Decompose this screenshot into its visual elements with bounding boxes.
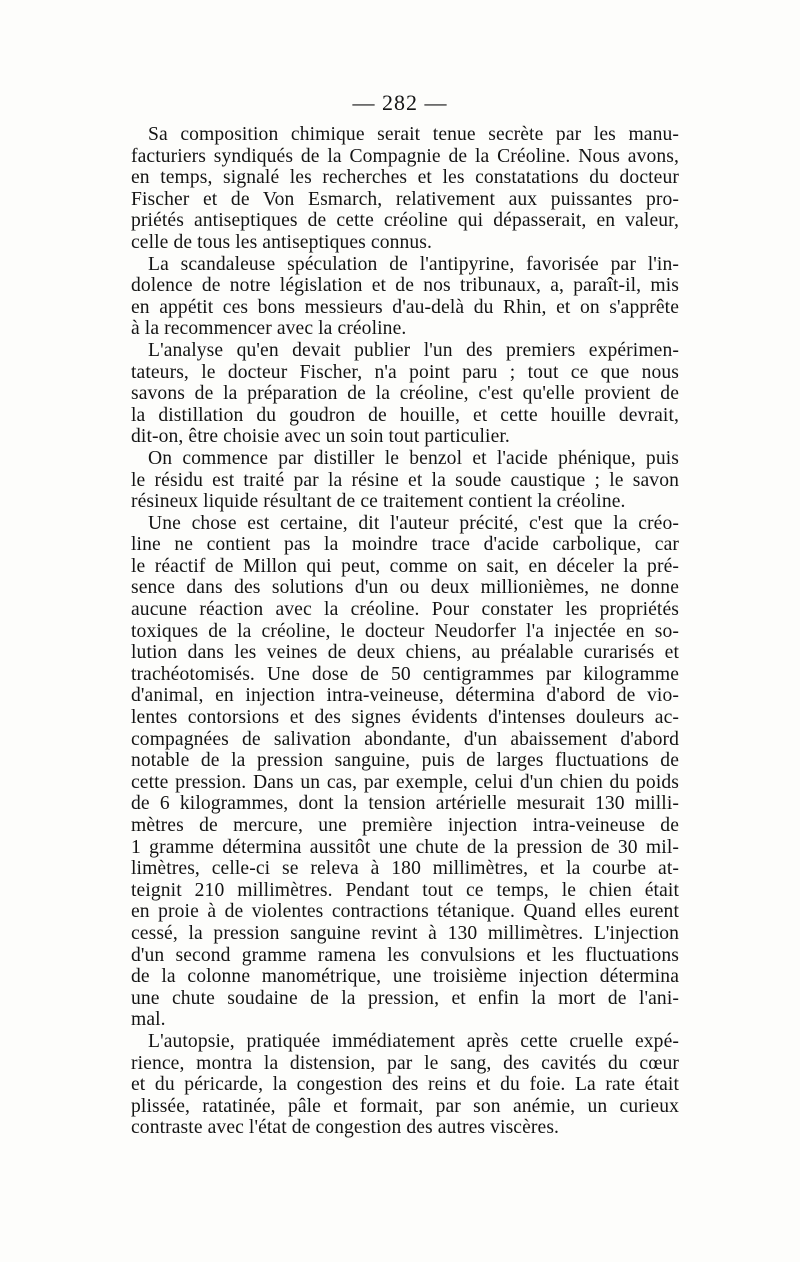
text-line: L'autopsie, pratiquée immédiatement après cette cruelle expé- — [148, 1030, 679, 1052]
text-line: line ne contient pas la moindre trace d'acide carbolique, car — [131, 534, 679, 556]
text-line: facturiers syndiqués de la Compagnie de la Créoline. Nous avons, — [131, 145, 679, 167]
text-line: On commence par distiller le benzol et l'acide phénique, puis — [148, 447, 679, 469]
text-line: compagnées de salivation abondante, d'un abaissement d'abord — [131, 728, 679, 750]
text-line: lution dans les veines de deux chiens, au préalable curarisés et — [131, 642, 679, 664]
text-line: dolence de notre législation et de nos tribunaux, a, paraît-il, mis — [131, 275, 679, 297]
text-line: plissée, ratatinée, pâle et formait, par son anémie, un curieux — [131, 1095, 679, 1117]
text-line: le réactif de Millon qui peut, comme on sait, en déceler la pré- — [131, 555, 679, 577]
text-line: 1 gramme détermina aussitôt une chute de la pression de 30 mil- — [131, 836, 679, 858]
text-line: le résidu est traité par la résine et la soude caustique ; le savon — [131, 469, 679, 491]
text-line: L'analyse qu'en devait publier l'un des premiers expérimen- — [148, 339, 679, 361]
text-line: trachéotomisés. Une dose de 50 centigrammes par kilogramme — [131, 663, 679, 685]
page-number: — 282 — — [352, 90, 448, 115]
text-line: dit-on, être choisie avec un soin tout particulier. — [131, 426, 510, 448]
text-line: contraste avec l'état de congestion des autres viscères. — [131, 1117, 560, 1139]
text-line: sence dans des solutions d'un ou deux millionièmes, ne donne — [131, 577, 679, 599]
text-line: notable de la pression sanguine, puis de larges fluctuations de — [131, 750, 679, 772]
text-line: celle de tous les antiseptiques connus. — [131, 231, 433, 253]
text-line: en proie à de violentes contractions tétanique. Quand elles eurent — [131, 901, 679, 923]
text-line: d'animal, en injection intra-veineuse, détermina d'abord de vio- — [131, 685, 679, 707]
text-line: la distillation du goudron de houille, et cette houille devrait, — [131, 404, 679, 426]
text-line: à la recommencer avec la créoline. — [131, 318, 407, 340]
text-line: en appétit ces bons messieurs d'au-delà du Rhin, et on s'apprête — [131, 296, 679, 318]
text-line: en temps, signalé les recherches et les constatations du docteur — [131, 167, 679, 189]
text-line: Sa composition chimique serait tenue secrète par les manu- — [148, 124, 679, 145]
text-line: savons de la préparation de la créoline, c'est qu'elle provient de — [131, 383, 679, 405]
text-line: de la colonne manométrique, une troisième injection détermina — [131, 966, 679, 988]
text-line: toxiques de la créoline, le docteur Neudorfer l'a injectée en so- — [131, 620, 679, 642]
text-line: cette pression. Dans un cas, par exemple, celui d'un chien du poids — [131, 771, 679, 793]
text-line: Fischer et de Von Esmarch, relativement aux puissantes pro- — [131, 188, 679, 210]
text-line: cessé, la pression sanguine revint à 130 millimètres. L'injection — [131, 922, 679, 944]
text-line: rience, montra la distension, par le sang, des cavités du cœur — [131, 1052, 679, 1074]
text-line: et du péricarde, la congestion des reins et du foie. La rate était — [131, 1074, 679, 1096]
text-line: aucune réaction avec la créoline. Pour constater les propriétés — [131, 599, 679, 621]
text-line: tateurs, le docteur Fischer, n'a point paru ; tout ce que nous — [131, 361, 679, 383]
text-line: lentes contorsions et des signes évidents d'intenses douleurs ac- — [131, 707, 679, 729]
text-line: mal. — [131, 1009, 166, 1031]
text-line: d'un second gramme ramena les convulsions et les fluctuations — [131, 944, 679, 966]
text-line: une chute soudaine de la pression, et enfin la mort de l'ani- — [131, 987, 679, 1009]
text-line: teignit 210 millimètres. Pendant tout ce temps, le chien était — [131, 879, 679, 901]
text-line: résineux liquide résultant de ce traitement contient la créoline. — [131, 491, 626, 513]
text-line: limètres, celle-ci se releva à 180 millimètres, et la courbe at- — [131, 858, 679, 880]
text-line: La scandaleuse spéculation de l'antipyrine, favorisée par l'in- — [148, 253, 679, 275]
text-line: de 6 kilogrammes, dont la tension artérielle mesurait 130 milli- — [131, 793, 679, 815]
body-text — [131, 124, 679, 1139]
text-line: Une chose est certaine, dit l'auteur précité, c'est que la créo- — [148, 512, 679, 534]
text-line: mètres de mercure, une première injection intra-veineuse de — [131, 815, 679, 836]
text-line: priétés antiseptiques de cette créoline qui dépasserait, en valeur, — [131, 210, 679, 232]
